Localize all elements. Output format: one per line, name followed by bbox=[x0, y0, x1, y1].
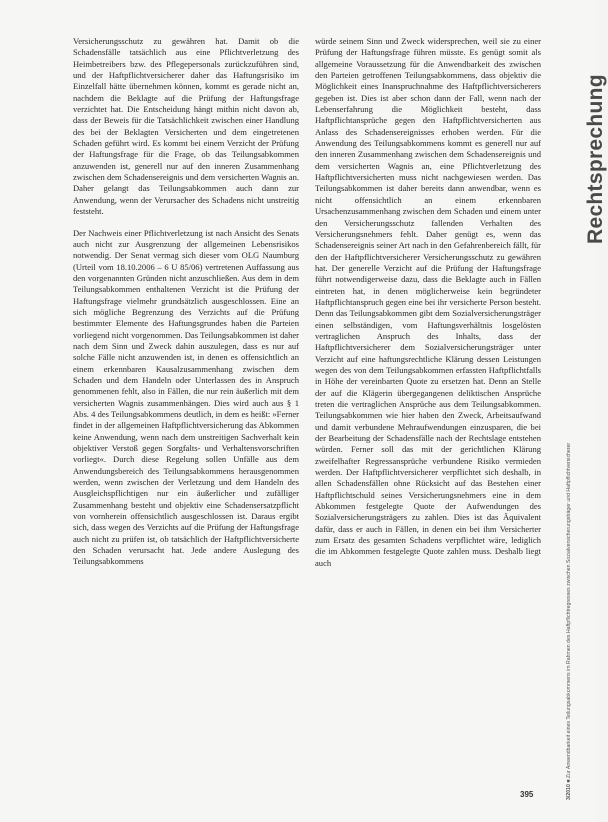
left-paragraph-1: Versicherungsschutz zu gewähren hat. Damit ob die Schadensfälle tatsächlich aus eine Pflichtverletzung des Heimbetreibers bzw. des Pflegepersonals zurückzuführen sind, und der Haftpflichtversicherer daher das Haftungsrisiko im Einzelfall hätte übernehmen können, kommt es gerade nicht an, nachdem die Beklagte auf die Prüfung der Haftungsfrage verzichtet hat. Die Entscheidung hängt mithin nicht davon ab, dass der Beweis für die Tatsächlichkeit zwischen einer Handlung des bei der Beklagten Versicherten und dem eingetretenen Schaden geführt wird. Es kommt bei einem Verzicht der Prüfung der Haftungsfrage für die Frage, ob das Teilungsabkommen anzuwenden ist, generell nur auf den inneren Zusammenhang zwischen dem Schadensereignis und dem versicherten Wagnis an. Daher gelangt das Teilungsabkommen auch dann zur Anwendung, wenn der Verursacher des Schadens nicht unstreitig feststeht. bbox=[73, 36, 299, 217]
footer-marker: ■ bbox=[566, 779, 572, 783]
right-column bbox=[315, 36, 541, 569]
issue-number: 3/2010 bbox=[566, 784, 572, 800]
footer-title: Zur Anwendbarkeit eines Teilungsabkommens im Rahmen des Haftpflichtregresses zwischen Sozialversicherungsträger und Haftpflichtversicherer bbox=[566, 442, 572, 779]
rubric-label: Rechtsprechung bbox=[584, 74, 607, 244]
page-number: 395 bbox=[520, 790, 534, 799]
running-footer bbox=[556, 300, 570, 800]
left-column bbox=[73, 36, 299, 568]
section-rubric bbox=[560, 30, 607, 250]
left-paragraph-2: Der Nachweis einer Pflichtverletzung ist nach Ansicht des Senats auch nicht zur Ausgrenzung der allgemeinen Lebensrisikos notwendig. Der Senat vermag sich dieser vom OLG Naumburg (Urteil vom 18.10.2006 – 6 U 85/06) vertretenen Auffassung aus den vorgenannten Gründen nicht anzuschließen. Aus dem in dem Teilungsabkommen enthaltenen Verzicht ist die Prüfung der Haftungsfrage vielmehr grundsätzlich ausgeschlossen. Eine an sich mögliche Begrenzung des Verzichts auf die Prüfung bestimmter Elemente des Haftungsgrundes haben die Parteien vorliegend nicht vorgenommen. Das Teilungsabkommen ist daher nach dem Sinn und Zweck dahin auszulegen, dass es nur auf solche Fälle nicht anzuwenden ist, in denen es offensichtlich an einem erkennbaren Kausalzusammenhang zwischen dem Schaden und dem Handeln oder Unterlassen des in Anspruch genommenen fehlt, also in Fällen, die nur rein äußerlich mit dem versicherten Wagnis zusammenhängen. Dies wird auch aus § 1 Abs. 4 des Teilungsabkommens deutlich, in dem es heißt: »Ferner findet in der allgemeinen Haftpflichtversicherung das Abkommen keine Anwendung, wenn nach dem unstreitigen Sachverhalt kein objektiver Verstoß gegen Sorgfalts- und Verhaltensvorschriften vorliegt«. Durch diese Regelung sollen Unfälle aus dem Anwendungsbereich des Teilungsabkommens herausgenommen werden, wenn zwischen der Verletzung und dem Handeln des Ausgleichspflichtigen nur ein äußerlicher und zufälliger Zusammenhang besteht und objektiv eine Schadensersatzpflicht von vornherein offensichtlich ausgeschlossen ist. Daraus ergibt sich, dass wegen des Verzichts auf die Prüfung der Haftungsfrage auch nicht zu prüfen ist, ob tatsächlich der Haftpflichtversicherte den Schaden verursacht hat. Jede andere Auslegung des Teilungsabkommens bbox=[73, 227, 299, 567]
right-paragraph-1: würde seinem Sinn und Zweck widersprechen, weil sie zu einer Prüfung der Haftungsfrage führen müsste. Es genügt somit als allgemeine Voraussetzung für die Anwendbarkeit des zwischen den Parteien getroffenen Teilungsabkommens, dass objektiv die Möglichkeit eines Inanspruchnahme des Haftpflichtversicherers gegeben ist. Dies ist aber schon dann der Fall, wenn nach der Lebenserfahrung die Möglichkeit besteht, dass Haftpflichtansprüche gegen den Haftpflichtversicherten aus Anlass des Schadensereignisses erhoben werden. Für die Anwendung des Teilungsabkommens kommt es generell nur auf den inneren Zusammenhang zwischen dem Schadensereignis und dem versicherten Wagnis an, eine Pflichtverletzung des Haftpflichtversicherten muss nicht nachgewiesen werden. Das Teilungsabkommen ist daher bereits dann anwendbar, wenn es nicht offensichtlich an einem erkennbaren Ursachenzusammenhang zwischen dem Schaden und einem unter den Versicherungsschutz fallenden Verhalten des Versicherungsnehmers fehlt. Daher genügt es, wenn das Schadensereignis seiner Art nach in den Gefahrenbereich fällt, für den der Haftpflichtversicherer Versicherungsschutz zu gewähren hat. Der generelle Verzicht auf die Prüfung der Haftungsfrage führt notwendigerweise dazu, dass die Beklagte auch in Fällen eintreten hat, in denen möglicherweise kein begründeter Haftpflichtanspruch gegen eine bei ihr versicherte Person besteht. Denn das Teilungsabkommen gibt dem Sozialversicherungsträger einen selbständigen, vom Haftungsverhältnis losgelösten vertraglichen Anspruch des Inhalts, dass der Haftpflichtversicherer dem Sozialversicherungsträger unter Verzicht auf eine haftungsrechtliche Klärung dessen Leistungen wegen des von dem Teilungsabkommen erfassten Haftpflichtfalls in Höhe der vereinbarten Quote zu ersetzen hat. Denn an Stelle der auf die Klägerin übergegangenen deliktischen Ansprüche treten die vertraglichen Ansprüche aus dem Teilungsabkommen. Teilungsabkommen wie hier haben den Zweck, Arbeitsaufwand und damit verbundene Mehraufwendungen einzusparen, die bei der Bearbeitung der Schadensfälle nach der Rechtslage entstehen würden. Ferner soll das mit der gerichtlichen Klärung zweifelhafter Regressansprüche verbundene Risiko vermieden werden. Der Haftpflichtversicherer verpflichtet sich deshalb, in allen Schadensfällen ohne Rücksicht auf das Bestehen einer Haftpflichtschuld seines Versicherungsnehmers eine in dem Abkommen festgelegte Quote der Aufwendungen des Sozialversicherungsträgers zu zahlen. Dies ist das Äquivalent dafür, dass er auch in Fällen, in denen ein bei ihm Versicherter zum Ersatz des gesamten Schadens verpflichtet wäre, lediglich die im Abkommen festgelegte Quote zahlen muss. Deshalb liegt auch bbox=[315, 36, 541, 568]
running-footer-text bbox=[566, 443, 572, 800]
